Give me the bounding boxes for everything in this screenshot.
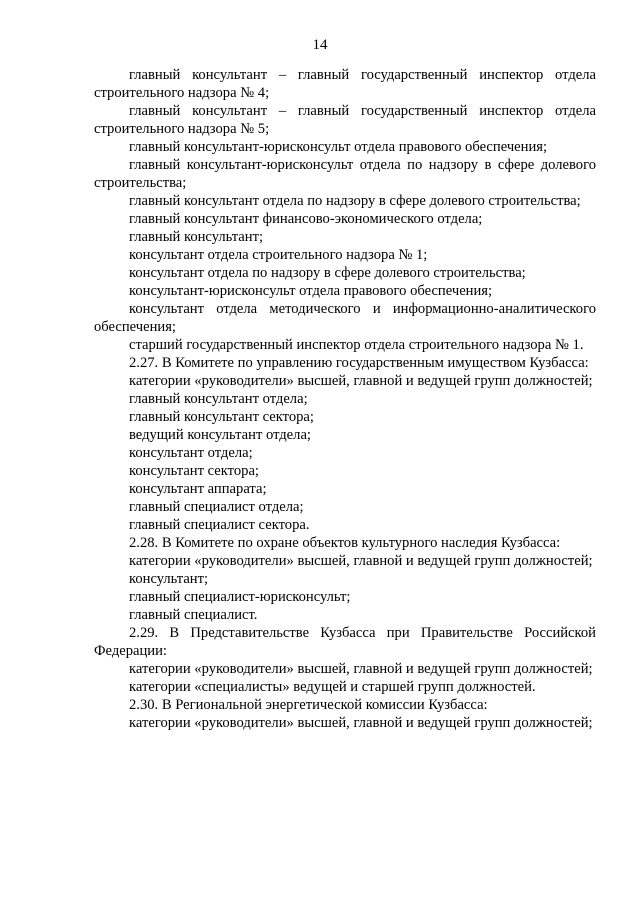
document-body	[94, 66, 596, 732]
list-item: главный консультант – главный государственный инспектор отдела строительного надзора № 4;	[94, 67, 596, 101]
list-item: главный консультант отдела по надзору в сфере долевого строительства;	[129, 193, 581, 209]
list-item: главный консультант сектора;	[129, 409, 314, 425]
list-item: категории «руководители» высшей, главной и ведущей групп должностей;	[129, 715, 593, 731]
list-item: главный консультант-юрисконсульт отдела по надзору в сфере долевого строительства;	[94, 157, 596, 191]
list-item: консультант отдела;	[129, 445, 253, 461]
section-heading-2-28: 2.28. В Комитете по охране объектов культурного наследия Кузбасса:	[129, 535, 561, 551]
list-item: консультант аппарата;	[129, 481, 267, 497]
list-item: главный специалист.	[129, 607, 258, 623]
list-item: ведущий консультант отдела;	[129, 427, 311, 443]
list-item: главный специалист отдела;	[129, 499, 304, 515]
list-item: категории «специалисты» ведущей и старшей групп должностей.	[129, 679, 536, 695]
list-item: консультант-юрисконсульт отдела правового обеспечения;	[129, 283, 493, 299]
list-item: консультант отдела по надзору в сфере долевого строительства;	[129, 265, 526, 281]
section-heading-2-27: 2.27. В Комитете по управлению государственным имуществом Кузбасса:	[129, 355, 589, 371]
list-item: старший государственный инспектор отдела строительного надзора № 1.	[129, 337, 584, 353]
list-item: консультант отдела методического и информационно-аналитического обеспечения;	[94, 301, 596, 335]
list-item: консультант;	[129, 571, 209, 587]
list-item: консультант отдела строительного надзора № 1;	[129, 247, 428, 263]
page-number: 14	[312, 37, 328, 53]
list-item: главный консультант-юрисконсульт отдела правового обеспечения;	[129, 139, 548, 155]
list-item: категории «руководители» высшей, главной и ведущей групп должностей;	[129, 661, 593, 677]
list-item: главный консультант;	[129, 229, 264, 245]
list-item: главный специалист сектора.	[129, 517, 310, 533]
section-heading-2-30: 2.30. В Региональной энергетической комиссии Кузбасса:	[129, 697, 488, 713]
list-item: категории «руководители» высшей, главной и ведущей групп должностей;	[129, 553, 593, 569]
list-item: категории «руководители» высшей, главной и ведущей групп должностей;	[129, 373, 593, 389]
list-item: главный специалист-юрисконсульт;	[129, 589, 351, 605]
list-item: консультант сектора;	[129, 463, 259, 479]
list-item: главный консультант – главный государственный инспектор отдела строительного надзора № 5;	[94, 103, 596, 137]
list-item: главный консультант отдела;	[129, 391, 308, 407]
section-heading-2-29: 2.29. В Представительстве Кузбасса при Правительстве Российской Федерации:	[94, 625, 596, 659]
list-item: главный консультант финансово-экономического отдела;	[129, 211, 483, 227]
